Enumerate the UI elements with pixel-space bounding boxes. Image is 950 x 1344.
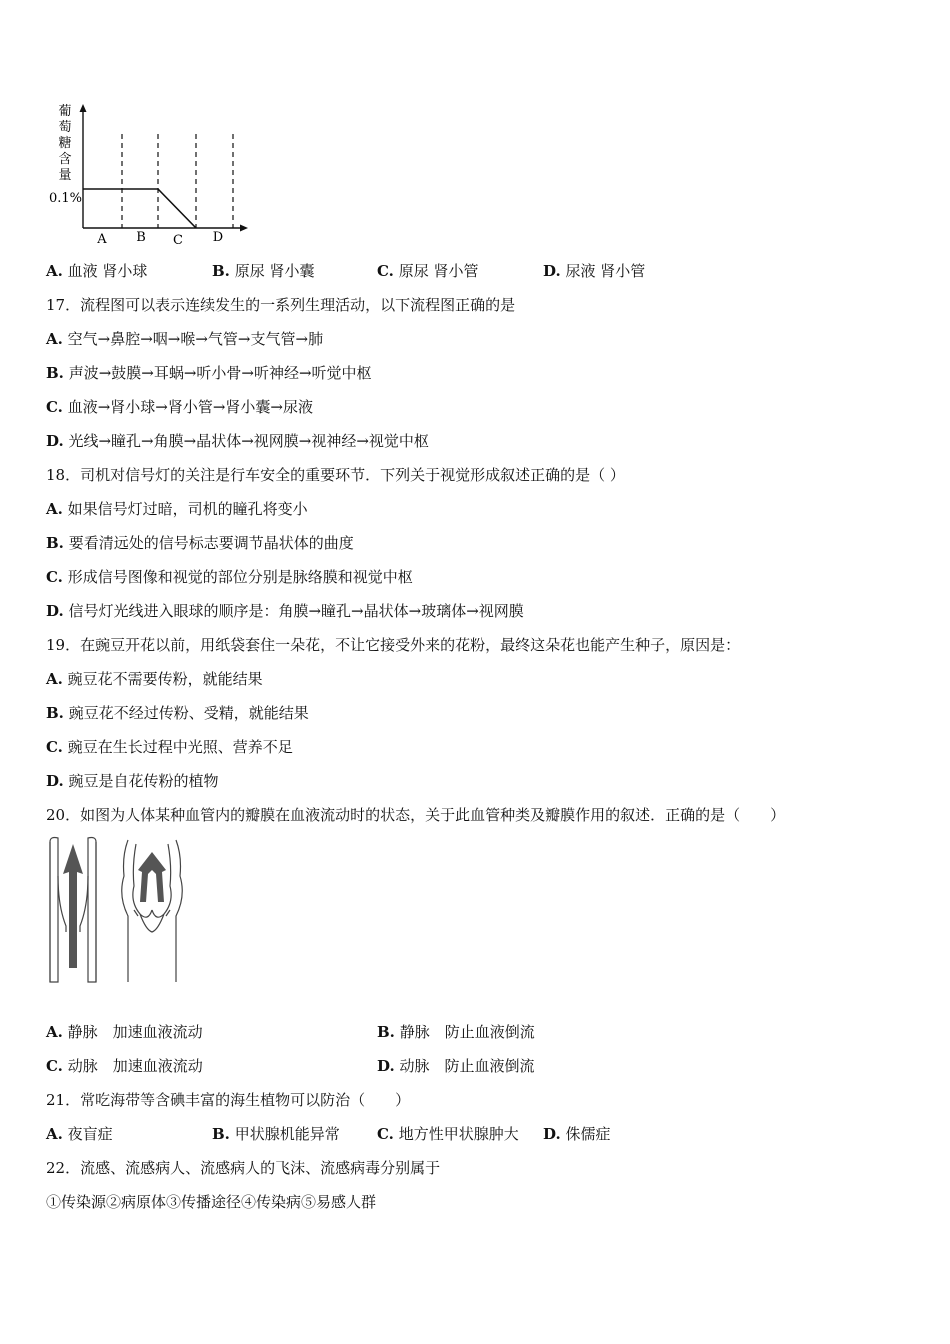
option-text: 空气→鼻腔→咽→喉→气管→支气管→肺 xyxy=(67,330,324,348)
option-text: 光线→瞳孔→角膜→晶状体→视网膜→视神经→视觉中枢 xyxy=(68,432,429,450)
option-text: 豌豆是自花传粉的植物 xyxy=(68,772,219,790)
option-text: 甲状腺机能异常 xyxy=(234,1125,340,1143)
option-letter: D. xyxy=(377,1057,395,1075)
question-stem: 21．常吃海带等含碘丰富的海生植物可以防治（ ） xyxy=(46,1091,411,1109)
option-text: 豌豆在生长过程中光照、营养不足 xyxy=(67,738,293,756)
option xyxy=(46,363,372,383)
option xyxy=(46,737,293,757)
option xyxy=(46,567,413,587)
option-letter: A. xyxy=(46,1023,63,1041)
option-letter: D. xyxy=(543,1125,561,1143)
question-stem: 18．司机对信号灯的关注是行车安全的重要环节．下列关于视觉形成叙述正确的是（ ） xyxy=(46,466,625,484)
x-label-c: C xyxy=(173,233,183,248)
q21-options xyxy=(46,1124,906,1144)
option xyxy=(46,703,309,723)
option-letter: D. xyxy=(46,602,64,620)
option-text: 地方性甲状腺肿大 xyxy=(398,1125,519,1143)
option-letter: A. xyxy=(46,330,63,348)
option xyxy=(46,533,354,553)
option-text: 声波→鼓膜→耳蜗→听小骨→听神经→听觉中枢 xyxy=(68,364,372,382)
option xyxy=(46,601,524,621)
option-letter: B. xyxy=(46,364,64,382)
choices-line: ①传染源②病原体③传播途径④传染病⑤易感人群 xyxy=(46,1193,377,1211)
option-text: 静脉 防止血液倒流 xyxy=(399,1023,535,1041)
option-text: 尿液 肾小管 xyxy=(565,262,646,280)
option-text: 静脉 加速血液流动 xyxy=(67,1023,203,1041)
option-text: 原尿 肾小囊 xyxy=(234,262,315,280)
option-text: 豌豆花不需要传粉，就能结果 xyxy=(67,670,263,688)
option-text: 夜盲症 xyxy=(67,1125,113,1143)
flow-arrow-up-icon xyxy=(63,844,83,968)
option-letter: D. xyxy=(46,772,64,790)
option-text: 原尿 肾小管 xyxy=(398,262,479,280)
x-label-d: D xyxy=(212,230,224,245)
option-letter: C. xyxy=(377,262,394,280)
option-letter: B. xyxy=(212,262,230,280)
option-letter: D. xyxy=(46,432,64,450)
option xyxy=(46,397,313,417)
y-axis-label-char: 糖 xyxy=(58,136,72,151)
question-stem: 22．流感、流感病人、流感病人的飞沫、流感病毒分别属于 xyxy=(46,1159,441,1177)
option-text: 信号灯光线进入眼球的顺序是：角膜→瞳孔→晶状体→玻璃体→视网膜 xyxy=(68,602,524,620)
x-axis-arrow xyxy=(240,225,248,232)
vessel-closed-valve xyxy=(122,840,183,982)
option xyxy=(46,771,219,791)
option-text: 豌豆花不经过传粉、受精，就能结果 xyxy=(68,704,309,722)
option-letter: A. xyxy=(46,500,63,518)
option-letter: A. xyxy=(46,1125,63,1143)
y-tick-label: 0.1% xyxy=(49,191,83,206)
option-text: 如果信号灯过暗，司机的瞳孔将变小 xyxy=(67,500,308,518)
option-letter: C. xyxy=(46,568,63,586)
option-letter: B. xyxy=(46,704,64,722)
option-letter: C. xyxy=(377,1125,394,1143)
question-stem: 20．如图为人体某种血管内的瓣膜在血液流动时的状态，关于此血管种类及瓣膜作用的叙述．正确的是（ ） xyxy=(46,806,786,824)
option-text: 要看清远处的信号标志要调节晶状体的曲度 xyxy=(68,534,354,552)
option-letter: D. xyxy=(543,262,561,280)
option xyxy=(46,499,308,519)
q20-options-row2 xyxy=(46,1056,906,1076)
option-text: 侏儒症 xyxy=(565,1125,611,1143)
option-letter: A. xyxy=(46,670,63,688)
option-letter: C. xyxy=(46,398,63,416)
q20-options-row1 xyxy=(46,1022,906,1042)
y-axis-label-char: 萄 xyxy=(58,120,72,135)
option-text: 动脉 加速血液流动 xyxy=(67,1057,203,1075)
vessel-open-valve xyxy=(50,838,96,983)
option-letter: C. xyxy=(46,738,63,756)
option-text: 动脉 防止血液倒流 xyxy=(399,1057,535,1075)
question-stem: 17．流程图可以表示连续发生的一系列生理活动，以下流程图正确的是 xyxy=(46,296,516,314)
option-text: 形成信号图像和视觉的部位分别是脉络膜和视觉中枢 xyxy=(67,568,413,586)
option-letter: B. xyxy=(46,534,64,552)
x-label-b: B xyxy=(136,230,146,245)
option xyxy=(46,329,323,349)
option-letter: B. xyxy=(377,1023,395,1041)
glucose-curve xyxy=(83,189,196,228)
option-text: 血液→肾小球→肾小管→肾小囊→尿液 xyxy=(67,398,313,416)
option-letter: B. xyxy=(212,1125,230,1143)
option xyxy=(46,669,263,689)
option-text: 血液 肾小球 xyxy=(67,262,148,280)
q16-options xyxy=(46,261,906,281)
option-letter: A. xyxy=(46,262,63,280)
y-axis-label-char: 葡 xyxy=(58,104,72,119)
backflow-arrow-icon xyxy=(138,852,166,902)
option xyxy=(46,431,429,451)
y-axis-label-char: 含 xyxy=(58,152,72,167)
x-label-a: A xyxy=(97,232,107,247)
y-axis-label-char: 量 xyxy=(58,168,72,183)
vein-valve-figure xyxy=(44,836,194,986)
y-axis-arrow xyxy=(80,104,87,112)
glucose-graph xyxy=(40,96,280,256)
question-stem: 19．在豌豆开花以前，用纸袋套住一朵花，不让它接受外来的花粉，最终这朵花也能产生种子，原因是： xyxy=(46,636,741,654)
option-letter: C. xyxy=(46,1057,63,1075)
